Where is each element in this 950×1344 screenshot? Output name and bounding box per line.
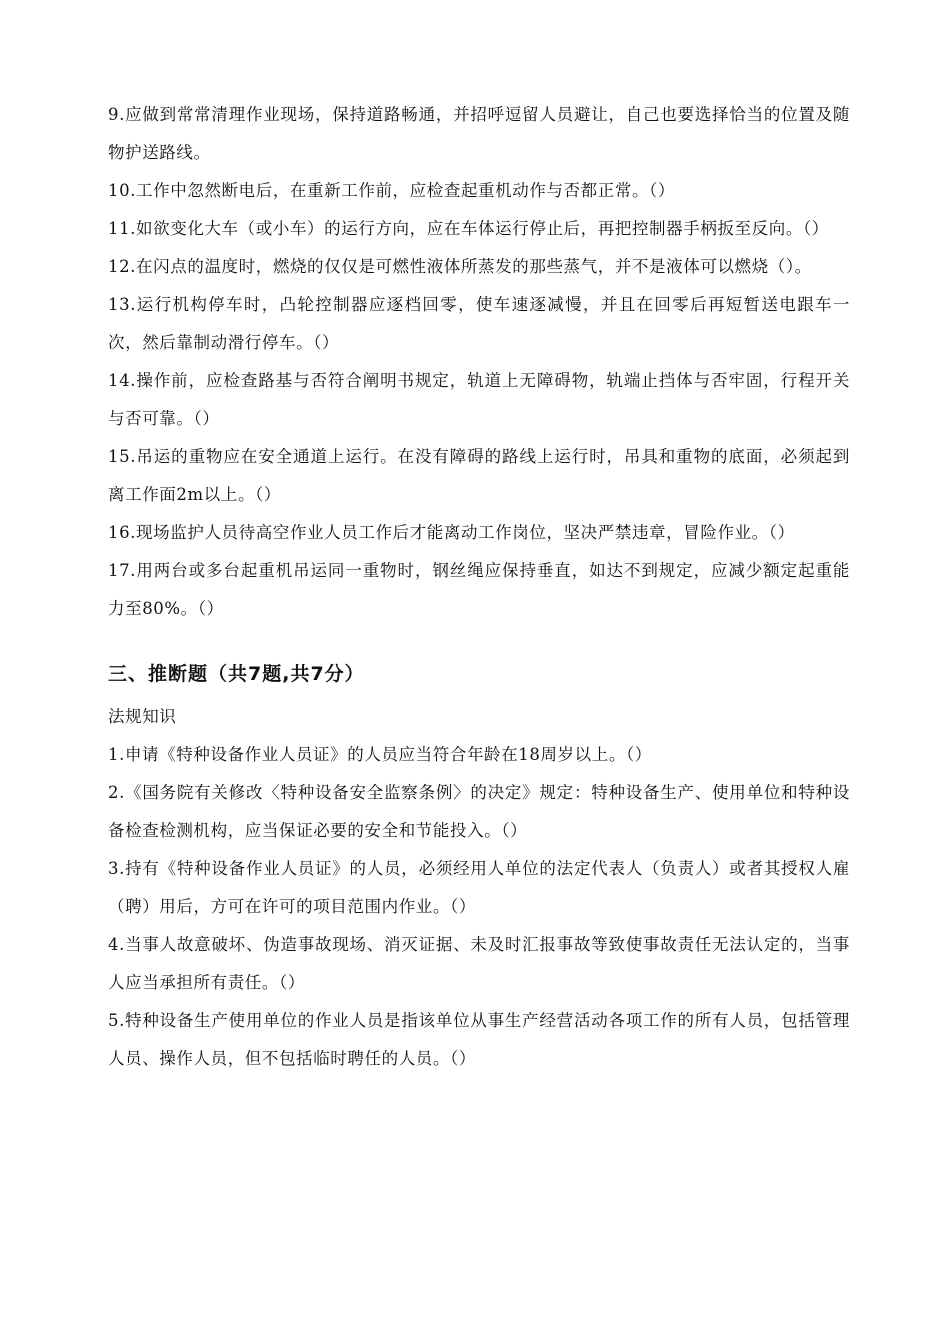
question-16: 16.现场监护人员待高空作业人员工作后才能离动工作岗位，坚决严禁违章，冒险作业。（） xyxy=(108,523,795,542)
question-17: 17.用两台或多台起重机吊运同一重物时，钢丝绳应保持垂直，如达不到规定，应减少额定起重能力至80%。（） xyxy=(108,561,850,618)
question-10: 10.工作中忽然断电后，在重新工作前，应检查起重机动作与否都正常。（） xyxy=(108,181,675,200)
question-9: 9.应做到常常清理作业现场，保持道路畅通，并招呼逗留人员避让，自己也要选择恰当的位置及随物护送路线。 xyxy=(108,105,850,162)
judgment-question-4: 4.当事人故意破坏、伪造事故现场、消灭证据、未及时汇报事故等致使事故责任无法认定的，当事人应当承担所有责任。（） xyxy=(108,935,850,992)
question-11: 11.如欲变化大车（或小车）的运行方向，应在车体运行停止后，再把控制器手柄扳至反向。（） xyxy=(108,219,829,238)
document-page xyxy=(108,96,850,1078)
question-13: 13.运行机构停车时，凸轮控制器应逐档回零，使车速逐减慢，并且在回零后再短暂送电跟车一次，然后靠制动滑行停车。（） xyxy=(108,295,850,352)
judgment-question-1: 1.申请《特种设备作业人员证》的人员应当符合年龄在18周岁以上。（） xyxy=(108,745,652,764)
judgment-question-2: 2.《国务院有关修改〈特种设备安全监察条例〉的决定》规定：特种设备生产、使用单位和特种设备检查检测机构，应当保证必要的安全和节能投入。（） xyxy=(108,783,850,840)
question-12: 12.在闪点的温度时，燃烧的仅仅是可燃性液体所蒸发的那些蒸气，并不是液体可以燃烧（）。 xyxy=(108,257,812,276)
question-15: 15.吊运的重物应在安全通道上运行。在没有障碍的路线上运行时，吊具和重物的底面，必须起到离工作面2m以上。（） xyxy=(108,447,850,504)
question-14: 14.操作前，应检查路基与否符合阐明书规定，轨道上无障碍物，轨端止挡体与否牢固，行程开关与否可靠。（） xyxy=(108,371,850,428)
section-heading: 三、推断题（共7题,共7分） xyxy=(108,663,365,685)
judgment-question-5: 5.特种设备生产使用单位的作业人员是指该单位从事生产经营活动各项工作的所有人员，包括管理人员、操作人员，但不包括临时聘任的人员。（） xyxy=(108,1011,850,1068)
judgment-question-3: 3.持有《特种设备作业人员证》的人员，必须经用人单位的法定代表人（负责人）或者其授权人雇（聘）用后，方可在许可的项目范围内作业。（） xyxy=(108,859,850,916)
section-subtitle: 法规知识 xyxy=(108,707,177,726)
